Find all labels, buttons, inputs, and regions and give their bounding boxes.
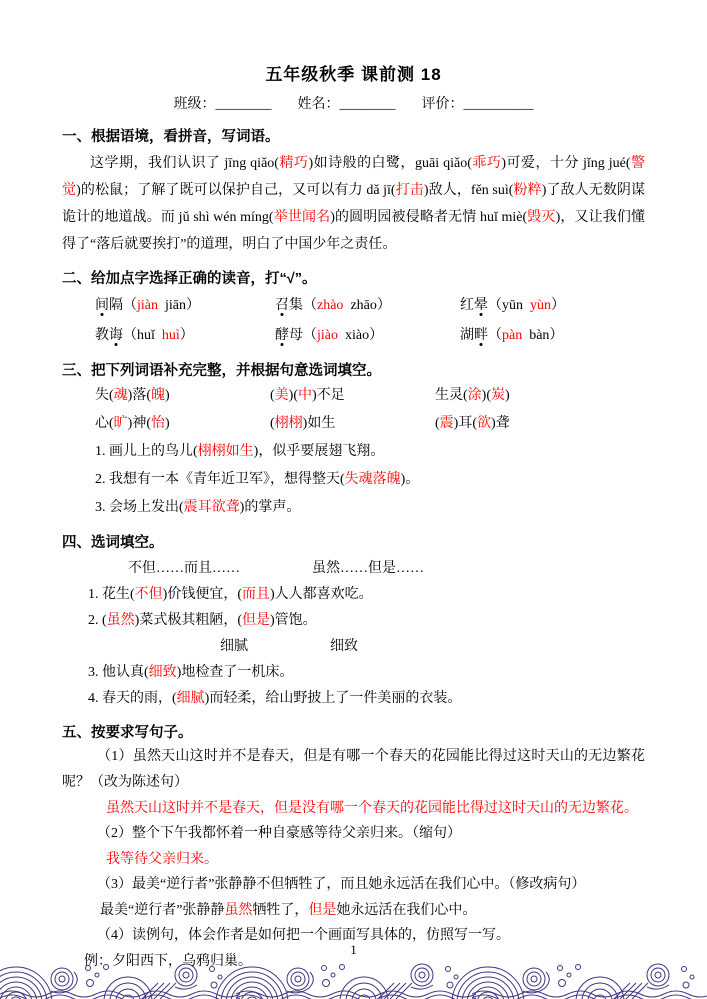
- section-2-heading: 二、给加点字选择正确的读音，打“√”。: [62, 271, 317, 287]
- section-4-item-4: 4. 春天的雨，(细腻)而轻柔，给山野披上了一件美丽的衣装。: [88, 691, 462, 706]
- section-5-answer-2: 我等待父亲归来。: [106, 852, 218, 867]
- page-title: 五年级秋季 课前测 18: [265, 65, 442, 84]
- word-bank-option-budan-erqie: 不但……而且……: [128, 561, 240, 576]
- pronunciation-row-2: [62, 322, 645, 350]
- section-5-example-sentence: 例：夕阳西下，乌鸦归巢。: [84, 954, 252, 969]
- pronunciation-item-hupan: 湖畔（pàn bàn）: [460, 328, 564, 343]
- section-4-heading: 四、选词填空。: [62, 535, 164, 551]
- idiom-row-2: [62, 410, 645, 438]
- word-bank-row-2: [62, 634, 645, 660]
- name-label: 姓名：: [297, 97, 340, 112]
- section-5-question-3: （3）最美“逆行者”张静静不但牺牲了，而且她永远活在我们心中。（修改病句）: [97, 877, 586, 892]
- wave-border-decoration: [0, 961, 707, 999]
- evaluation-field: [422, 94, 534, 116]
- section-5-question-4: （4）读例句，体会作者是如何把一个画面写具体的，仿照写一写。: [97, 928, 510, 943]
- section-4-item-2: 2. (虽然)菜式极其粗陋，(但是)管饱。: [88, 613, 317, 628]
- section-5-answer-1: 虽然天山这时并不是春天，但是没有哪一个春天的花园能比得过这时天山的无边繁花。: [106, 801, 638, 816]
- idiom-item-shihunluopo: 失(魂)落(魄): [95, 388, 170, 403]
- idiom-row-1: [62, 382, 645, 410]
- pronunciation-item-jiange: 间隔（jiàn jiān）: [95, 298, 200, 313]
- pronunciation-row-1: [62, 292, 645, 320]
- pronunciation-item-hongyun: 红晕（yūn yùn）: [460, 298, 565, 313]
- word-bank-row-1: [62, 556, 645, 582]
- section-4-item-3: 3. 他认真(细致)地检查了一机床。: [88, 665, 294, 680]
- student-info-row: [62, 94, 645, 116]
- section-1-heading: 一、根据语境，看拼音，写词语。: [62, 129, 280, 145]
- section-5-question-2: （2）整个下午我都怀着一种自豪感等待父亲归来。（缩句）: [97, 826, 461, 841]
- idiom-item-xinkuangshenyi: 心(旷)神(怡): [95, 416, 170, 431]
- section-5-question-1: （1）虽然天山这时并不是春天，但是有哪一个春天的花园能比得过这时天山的无边繁花呢？（改为陈述句）: [62, 749, 645, 790]
- section-3-heading: 三、把下列词语补充完整，并根据句意选词填空。: [62, 363, 381, 379]
- section-3-item-2: 2. 我想有一本《青年近卫军》，想得整天(失魂落魄)。: [95, 472, 420, 487]
- pronunciation-item-zhaoji: 召集（zhào zhāo）: [275, 298, 391, 313]
- section-1-passage: 这学期，我们认识了 jīng qiǎo(精巧)如诗般的白鹭，guāi qiǎo(乖巧)可爱，十分 jǐng jué(警觉)的松鼠；了解了既可以保护自己，又可以有力 dǎ jī(打击)敌人，fěn suì(粉粹)了敌人无数阴谋诡计的地道战。而 jǔ shì wén míng(举世闻名)的圆明园被侵略者无情 huǐ miè(毁灭)，又让我们懂得了“落后就要挨打”的道理，明白了中国少年之责任。: [62, 156, 646, 252]
- evaluation-label: 评价：: [421, 97, 464, 112]
- word-bank-option-suiran-danshi: 虽然……但是……: [312, 561, 424, 576]
- section-5-heading: 五、按要求写句子。: [62, 725, 193, 741]
- evaluation-blank[interactable]: __________: [463, 97, 534, 112]
- pronunciation-item-jiaohui: 教诲（huǐ huì）: [95, 328, 194, 343]
- word-bank-option-xini: 细腻: [220, 639, 248, 654]
- idiom-item-zheneryulong: (震)耳(欲)聋: [435, 416, 510, 431]
- section-3-item-1: 1. 画儿上的鸟儿(栩栩如生)，似乎要展翅飞翔。: [95, 444, 385, 459]
- class-field: [174, 94, 272, 116]
- section-4-item-1: 1. 花生(不但)价钱便宜，(而且)人人都喜欢吃。: [88, 587, 373, 602]
- idiom-item-shenglingtutan: 生灵(涂)(炭): [435, 388, 510, 403]
- idiom-item-meizhongbuzu: (美)(中)不足: [270, 388, 345, 403]
- pronunciation-item-jiaomu: 酵母（jiào xiào）: [275, 328, 384, 343]
- class-blank[interactable]: ________: [215, 97, 272, 112]
- name-field: [298, 94, 396, 116]
- page-number: 1: [350, 942, 357, 957]
- section-5-answer-3: 最美“逆行者”张静静虽然牺牲了，但是她永远活在我们心中。: [100, 903, 477, 918]
- section-3-item-3: 3. 会场上发出(震耳欲聋)的掌声。: [95, 500, 301, 515]
- word-bank-option-xizhi: 细致: [330, 639, 358, 654]
- name-blank[interactable]: ________: [339, 97, 396, 112]
- idiom-item-xuxurusheng: (栩栩)如生: [270, 416, 336, 431]
- class-label: 班级：: [173, 97, 216, 112]
